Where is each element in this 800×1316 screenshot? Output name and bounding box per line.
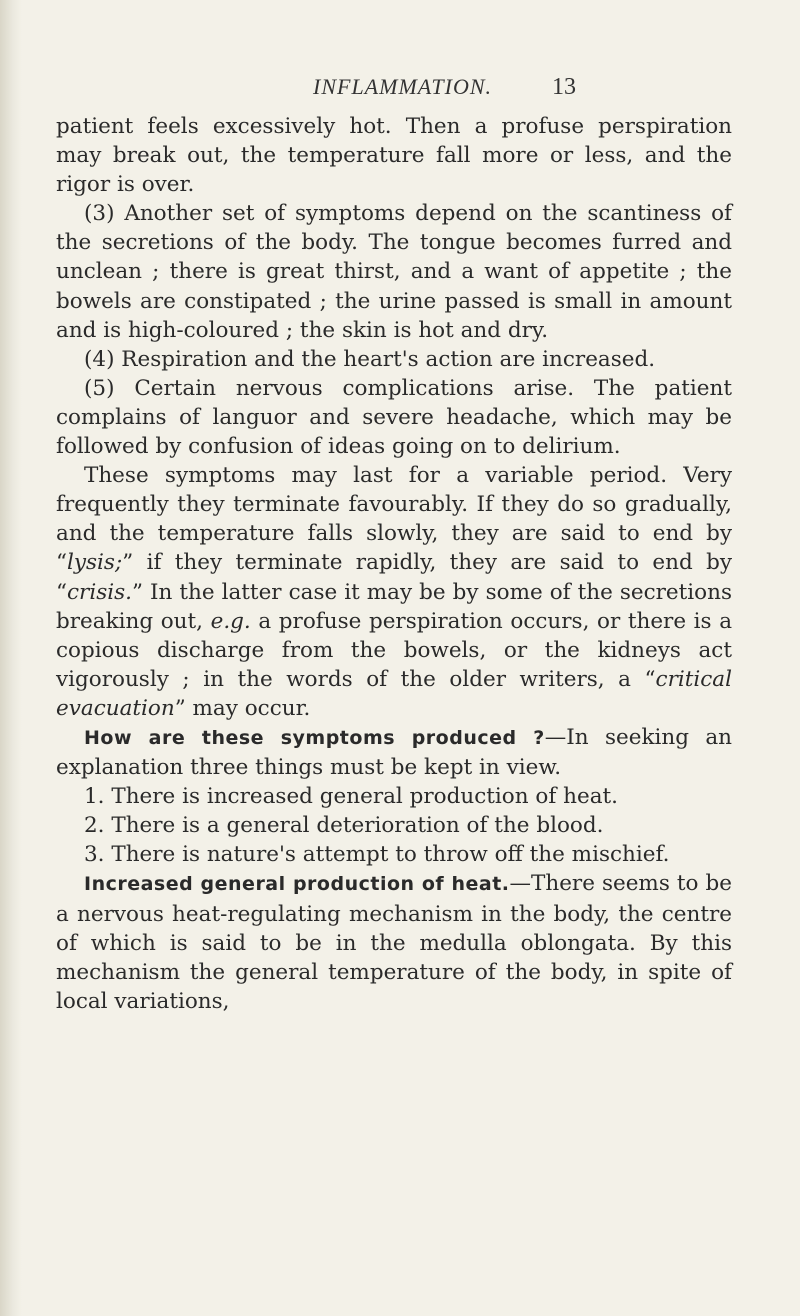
list-item: 3. There is nature's attempt to throw off the mischief. (84, 842, 670, 868)
page-number: 13 (552, 74, 576, 100)
termination-text-c: ” if they terminate rapidly, they are said to end by “ (56, 550, 732, 605)
termination-text-e: ” In the latter case it may be by some of the secretions breaking out, (56, 579, 732, 634)
heat-production-text: —There seems to be a nervous heat-regulating mechanism in the body, the centre of which is said to be in the medulla oblongata. By this mechanism the general temperature of the body, in spite of local variations, (56, 871, 732, 1014)
paragraph-heat-production (56, 869, 732, 1015)
term-crisis: crisis. (67, 579, 132, 605)
termination-text-a: These symptoms may last for a variable period. Very frequently they terminate favourably. If they do so gradually, and the temperature falls slowly, they are said to end by “ (56, 463, 732, 576)
paragraph-symptom-4: (4) Respiration and the heart's action are increased. (84, 346, 656, 372)
term-lysis: lysis; (67, 550, 123, 576)
paragraph-symptom-5: (5) Certain nervous complications arise. The patient complains of languor and severe headache, which may be followed by confusion of ideas going on to delirium. (56, 375, 732, 460)
symptoms-produced-text: —In seeking an explanation three things must be kept in view. (56, 724, 732, 781)
paragraph-continuation: patient feels excessively hot. Then a profuse perspiration may break out, the temperature fall more or less, and the rigor is over. (56, 114, 732, 198)
section-heading-symptoms-produced: How are these symptoms produced ? (84, 726, 545, 749)
paragraph-symptoms-produced (56, 723, 732, 782)
page-header (0, 70, 800, 106)
list-item: 2. There is a general deterioration of the blood. (84, 813, 604, 839)
paragraph-symptom-3: (3) Another set of symptoms depend on the scantiness of the secretions of the body. The tongue becomes furred and unclean ; there is great thirst, and a want of appetite ; the bowels are constipated ; the urine passed is small in amount and is high-coloured ; the skin is hot and dry. (56, 201, 732, 343)
termination-text-i: ” may occur. (174, 695, 311, 721)
page-binding-shadow (0, 0, 22, 1316)
term-critical-evacuation: critical evacuation (56, 666, 732, 721)
paragraph-termination (56, 461, 732, 723)
section-heading-heat-production: Increased general production of heat. (84, 873, 510, 896)
termination-text-g: a profuse perspiration occurs, or there is a copious discharge from the bowels, or the kidneys act vigorously ; in the words of the older writers, a “ (56, 608, 733, 692)
body-text (56, 112, 732, 1016)
term-eg: e.g. (210, 608, 251, 634)
running-title: INFLAMMATION. (313, 74, 493, 99)
list-item: 1. There is increased general production of heat. (84, 784, 619, 810)
